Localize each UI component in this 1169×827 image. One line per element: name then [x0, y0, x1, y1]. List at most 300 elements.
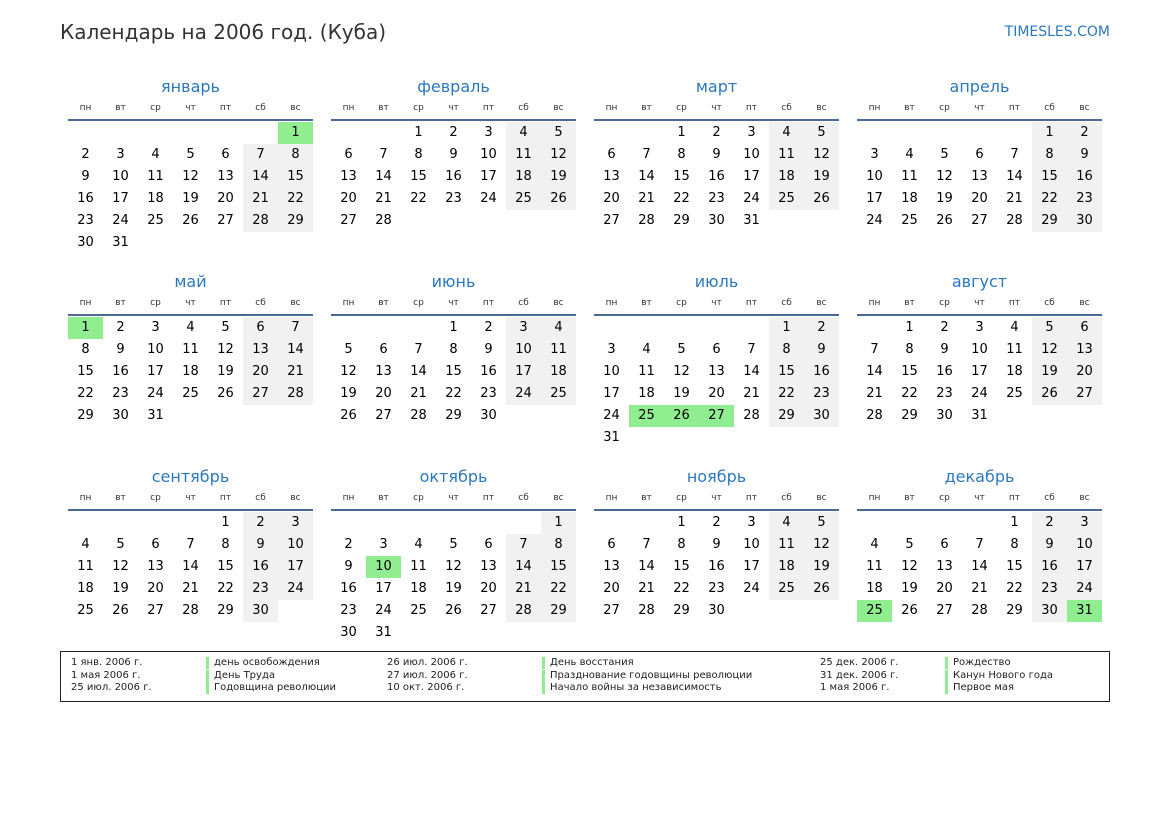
- day-cell: 11: [182, 342, 199, 357]
- weekday-label: пт: [1008, 103, 1021, 113]
- weekday-label: вс: [1079, 103, 1090, 113]
- day-cell: 10: [147, 342, 164, 357]
- weekday-label: сб: [255, 493, 266, 503]
- day-cell: 1: [905, 320, 914, 335]
- days-grid: [331, 121, 576, 232]
- day-cell: 15: [278, 166, 313, 188]
- day-cell: 21: [866, 386, 883, 401]
- day-cell: 7: [642, 537, 651, 552]
- day-cell: 22: [410, 191, 427, 206]
- day-cell: 10: [743, 147, 760, 162]
- weekday-label: вс: [1079, 493, 1090, 503]
- day-cell: 18: [638, 386, 655, 401]
- day-cell: 23: [340, 603, 357, 618]
- day-cell: 7: [747, 342, 756, 357]
- day-cell: 26: [541, 188, 576, 210]
- empty-cell: [401, 317, 436, 339]
- day-cell: 2: [712, 125, 721, 140]
- day-cell: 7: [186, 537, 195, 552]
- day-cell: 22: [769, 383, 804, 405]
- day-cell: 28: [1006, 213, 1023, 228]
- day-cell: 15: [901, 364, 918, 379]
- empty-cell: [857, 122, 892, 144]
- day-cell: 29: [445, 408, 462, 423]
- day-cell: 3: [747, 515, 756, 530]
- day-cell: 18: [901, 191, 918, 206]
- weekday-label: чт: [185, 298, 196, 308]
- day-cell: 16: [804, 361, 839, 383]
- weekday-label: ср: [676, 298, 687, 308]
- day-cell: 15: [541, 556, 576, 578]
- day-cell: 27: [375, 408, 392, 423]
- day-cell: 14: [743, 364, 760, 379]
- day-cell: 21: [182, 581, 199, 596]
- day-cell: 13: [147, 559, 164, 574]
- day-cell: 12: [445, 559, 462, 574]
- day-cell: 6: [940, 537, 949, 552]
- month-calendar: [331, 464, 576, 659]
- month-calendar: [331, 74, 576, 269]
- day-cell: 16: [708, 559, 725, 574]
- day-cell: 14: [278, 339, 313, 361]
- day-cell: 6: [712, 342, 721, 357]
- day-cell: 24: [506, 383, 541, 405]
- weekday-label: ср: [150, 298, 161, 308]
- day-cell: 12: [936, 169, 953, 184]
- day-cell: 18: [182, 364, 199, 379]
- day-cell: 18: [410, 581, 427, 596]
- day-cell: 18: [541, 361, 576, 383]
- weekday-label: пн: [868, 493, 881, 503]
- day-cell: 15: [769, 361, 804, 383]
- weekday-label: сб: [255, 298, 266, 308]
- month-name: июль: [694, 272, 739, 291]
- weekday-label: чт: [185, 493, 196, 503]
- weekday-header: [594, 489, 839, 511]
- weekday-label: ср: [150, 493, 161, 503]
- day-cell: 27: [147, 603, 164, 618]
- day-cell: 3: [870, 147, 879, 162]
- day-cell: 25: [1006, 386, 1023, 401]
- weekday-label: вт: [115, 103, 126, 113]
- day-cell: 23: [804, 383, 839, 405]
- day-cell: 27: [603, 213, 620, 228]
- day-cell: 26: [445, 603, 462, 618]
- day-cell: 20: [375, 386, 392, 401]
- month-name: октябрь: [419, 467, 488, 486]
- weekday-header: [68, 99, 313, 121]
- weekday-label: ср: [413, 103, 424, 113]
- month-calendar: [68, 464, 313, 659]
- day-cell: 19: [901, 581, 918, 596]
- weekday-label: сб: [1044, 103, 1055, 113]
- day-cell: 11: [901, 169, 918, 184]
- day-cell: 26: [901, 603, 918, 618]
- day-cell: 20: [243, 361, 278, 383]
- weekday-label: чт: [711, 103, 722, 113]
- day-cell: 4: [81, 537, 90, 552]
- day-cell: 10: [480, 147, 497, 162]
- weekday-label: пт: [745, 103, 758, 113]
- day-cell: 3: [116, 147, 125, 162]
- day-cell: 3: [975, 320, 984, 335]
- holiday-day-cell: 1: [68, 317, 103, 339]
- day-cell: 8: [1010, 537, 1019, 552]
- day-cell: 24: [603, 408, 620, 423]
- day-cell: 25: [769, 188, 804, 210]
- day-cell: 11: [866, 559, 883, 574]
- weekday-label: пт: [1008, 298, 1021, 308]
- day-cell: 24: [971, 386, 988, 401]
- days-grid: [68, 121, 313, 254]
- day-cell: 31: [375, 625, 392, 640]
- day-cell: 28: [278, 383, 313, 405]
- day-cell: 19: [182, 191, 199, 206]
- day-cell: 20: [480, 581, 497, 596]
- weekday-label: чт: [974, 298, 985, 308]
- days-grid: [594, 121, 839, 232]
- holiday-day-cell: 27: [699, 405, 734, 427]
- day-cell: 18: [866, 581, 883, 596]
- day-cell: 1: [221, 515, 230, 530]
- weekday-header: [857, 99, 1102, 121]
- holiday-day-cell: 1: [278, 122, 313, 144]
- empty-cell: [506, 512, 541, 534]
- day-cell: 27: [340, 213, 357, 228]
- legend-holiday-name: Рождество: [945, 657, 1011, 669]
- days-grid: [594, 316, 839, 449]
- legend-holiday-name: Первое мая: [945, 682, 1014, 694]
- weekday-label: сб: [781, 493, 792, 503]
- weekday-label: вс: [1079, 298, 1090, 308]
- day-cell: 24: [278, 578, 313, 600]
- day-cell: 13: [603, 559, 620, 574]
- day-cell: 2: [243, 512, 278, 534]
- legend-date: 27 июл. 2006 г.: [387, 669, 468, 681]
- day-cell: 10: [603, 364, 620, 379]
- day-cell: 17: [603, 386, 620, 401]
- day-cell: 29: [278, 210, 313, 232]
- day-cell: 27: [603, 603, 620, 618]
- month-name: ноябрь: [686, 467, 747, 486]
- day-cell: 24: [375, 603, 392, 618]
- empty-cell: [962, 512, 997, 534]
- legend-date: 25 дек. 2006 г.: [820, 657, 899, 668]
- day-cell: 18: [769, 166, 804, 188]
- day-cell: 14: [506, 556, 541, 578]
- day-cell: 8: [221, 537, 230, 552]
- day-cell: 6: [243, 317, 278, 339]
- month-calendar: [857, 74, 1102, 269]
- day-cell: 11: [769, 534, 804, 556]
- weekday-label: вс: [553, 493, 564, 503]
- weekday-label: ср: [150, 103, 161, 113]
- weekday-label: вт: [378, 493, 389, 503]
- empty-cell: [243, 122, 278, 144]
- weekday-label: вс: [290, 298, 301, 308]
- day-cell: 20: [708, 386, 725, 401]
- holiday-day-cell: 25: [629, 405, 664, 427]
- weekday-header: [331, 99, 576, 121]
- day-cell: 17: [375, 581, 392, 596]
- day-cell: 4: [769, 512, 804, 534]
- weekday-label: вс: [816, 493, 827, 503]
- day-cell: 27: [480, 603, 497, 618]
- month-calendar: [594, 464, 839, 659]
- day-cell: 11: [638, 364, 655, 379]
- day-cell: 24: [147, 386, 164, 401]
- day-cell: 9: [81, 169, 90, 184]
- weekday-header: [68, 294, 313, 316]
- day-cell: 24: [866, 213, 883, 228]
- legend-holiday-name: день освобождения: [206, 657, 320, 669]
- empty-cell: [857, 317, 892, 339]
- weekday-label: сб: [1044, 298, 1055, 308]
- day-cell: 15: [217, 559, 234, 574]
- weekday-label: пт: [1008, 493, 1021, 503]
- day-cell: 16: [708, 169, 725, 184]
- day-cell: 31: [112, 235, 129, 250]
- day-cell: 30: [340, 625, 357, 640]
- day-cell: 25: [769, 578, 804, 600]
- empty-cell: [173, 122, 208, 144]
- day-cell: 8: [541, 534, 576, 556]
- legend-date: 1 янв. 2006 г.: [71, 657, 143, 668]
- weekday-label: чт: [448, 298, 459, 308]
- day-cell: 4: [186, 320, 195, 335]
- month-name: июнь: [431, 272, 476, 291]
- empty-cell: [594, 317, 629, 339]
- day-cell: 26: [1032, 383, 1067, 405]
- day-cell: 9: [712, 147, 721, 162]
- day-cell: 6: [1067, 317, 1102, 339]
- day-cell: 4: [769, 122, 804, 144]
- empty-cell: [594, 122, 629, 144]
- weekday-header: [857, 489, 1102, 511]
- day-cell: 29: [769, 405, 804, 427]
- empty-cell: [208, 122, 243, 144]
- day-cell: 22: [541, 578, 576, 600]
- day-cell: 9: [344, 559, 353, 574]
- weekday-label: вт: [115, 493, 126, 503]
- month-name: апрель: [949, 77, 1010, 96]
- day-cell: 10: [278, 534, 313, 556]
- day-cell: 29: [541, 600, 576, 622]
- day-cell: 9: [484, 342, 493, 357]
- day-cell: 28: [243, 210, 278, 232]
- empty-cell: [366, 512, 401, 534]
- day-cell: 4: [870, 537, 879, 552]
- weekday-label: пн: [605, 103, 618, 113]
- day-cell: 8: [278, 144, 313, 166]
- weekday-label: пт: [482, 103, 495, 113]
- day-cell: 24: [743, 191, 760, 206]
- day-cell: 25: [541, 383, 576, 405]
- weekday-label: ср: [413, 298, 424, 308]
- day-cell: 21: [743, 386, 760, 401]
- day-cell: 2: [449, 125, 458, 140]
- day-cell: 12: [1032, 339, 1067, 361]
- month-name: август: [951, 272, 1008, 291]
- holiday-day-cell: 25: [857, 600, 892, 622]
- day-cell: 12: [340, 364, 357, 379]
- day-cell: 20: [1067, 361, 1102, 383]
- day-cell: 29: [77, 408, 94, 423]
- day-cell: 10: [866, 169, 883, 184]
- legend-date: 25 июл. 2006 г.: [71, 682, 152, 693]
- day-cell: 18: [77, 581, 94, 596]
- day-cell: 3: [151, 320, 160, 335]
- weekday-label: пт: [482, 298, 495, 308]
- empty-cell: [173, 512, 208, 534]
- legend-date: 31 дек. 2006 г.: [820, 669, 899, 681]
- day-cell: 16: [936, 364, 953, 379]
- day-cell: 29: [217, 603, 234, 618]
- day-cell: 21: [243, 188, 278, 210]
- day-cell: 16: [480, 364, 497, 379]
- days-grid: [857, 316, 1102, 427]
- empty-cell: [366, 317, 401, 339]
- day-cell: 12: [804, 144, 839, 166]
- day-cell: 27: [217, 213, 234, 228]
- day-cell: 27: [243, 383, 278, 405]
- day-cell: 7: [379, 147, 388, 162]
- day-cell: 2: [804, 317, 839, 339]
- days-grid: [857, 121, 1102, 232]
- day-cell: 7: [1010, 147, 1019, 162]
- weekday-label: сб: [255, 103, 266, 113]
- day-cell: 12: [541, 144, 576, 166]
- weekday-header: [594, 99, 839, 121]
- weekday-label: ср: [676, 493, 687, 503]
- day-cell: 30: [936, 408, 953, 423]
- day-cell: 21: [638, 581, 655, 596]
- day-cell: 20: [603, 191, 620, 206]
- day-cell: 4: [1010, 320, 1019, 335]
- day-cell: 18: [769, 556, 804, 578]
- day-cell: 31: [603, 430, 620, 445]
- weekday-label: вс: [290, 493, 301, 503]
- day-cell: 8: [677, 147, 686, 162]
- day-cell: 22: [278, 188, 313, 210]
- day-cell: 18: [1006, 364, 1023, 379]
- day-cell: 9: [1067, 144, 1102, 166]
- day-cell: 26: [804, 578, 839, 600]
- day-cell: 15: [673, 169, 690, 184]
- site-link[interactable]: TIMESLES.COM: [1004, 24, 1110, 40]
- day-cell: 10: [743, 537, 760, 552]
- day-cell: 16: [445, 169, 462, 184]
- day-cell: 14: [971, 559, 988, 574]
- weekday-label: пн: [79, 298, 92, 308]
- day-cell: 20: [603, 581, 620, 596]
- day-cell: 17: [506, 361, 541, 383]
- legend-holiday-name: Канун Нового года: [945, 670, 1053, 682]
- day-cell: 5: [804, 122, 839, 144]
- weekday-label: ср: [939, 298, 950, 308]
- days-grid: [331, 316, 576, 427]
- weekday-header: [857, 294, 1102, 316]
- day-cell: 25: [410, 603, 427, 618]
- day-cell: 19: [1032, 361, 1067, 383]
- day-cell: 16: [77, 191, 94, 206]
- day-cell: 17: [743, 169, 760, 184]
- weekday-header: [331, 294, 576, 316]
- day-cell: 7: [642, 147, 651, 162]
- weekday-label: пн: [342, 298, 355, 308]
- day-cell: 22: [217, 581, 234, 596]
- day-cell: 29: [1032, 210, 1067, 232]
- day-cell: 27: [1067, 383, 1102, 405]
- day-cell: 19: [112, 581, 129, 596]
- day-cell: 15: [410, 169, 427, 184]
- day-cell: 6: [151, 537, 160, 552]
- weekday-label: вт: [115, 298, 126, 308]
- weekday-label: пт: [219, 298, 232, 308]
- day-cell: 9: [449, 147, 458, 162]
- day-cell: 15: [1032, 166, 1067, 188]
- day-cell: 15: [1006, 559, 1023, 574]
- day-cell: 22: [77, 386, 94, 401]
- day-cell: 25: [77, 603, 94, 618]
- day-cell: 21: [971, 581, 988, 596]
- day-cell: 12: [804, 534, 839, 556]
- day-cell: 29: [901, 408, 918, 423]
- day-cell: 3: [379, 537, 388, 552]
- weekday-label: сб: [518, 298, 529, 308]
- days-grid: [857, 511, 1102, 622]
- day-cell: 23: [708, 191, 725, 206]
- day-cell: 25: [147, 213, 164, 228]
- day-cell: 11: [769, 144, 804, 166]
- day-cell: 20: [340, 191, 357, 206]
- weekday-label: ср: [939, 493, 950, 503]
- day-cell: 17: [1067, 556, 1102, 578]
- day-cell: 14: [866, 364, 883, 379]
- day-cell: 1: [677, 125, 686, 140]
- day-cell: 22: [1032, 188, 1067, 210]
- empty-cell: [471, 512, 506, 534]
- day-cell: 4: [541, 317, 576, 339]
- weekday-label: пн: [868, 103, 881, 113]
- day-cell: 28: [638, 213, 655, 228]
- weekday-label: сб: [1044, 493, 1055, 503]
- day-cell: 3: [506, 317, 541, 339]
- weekday-label: вт: [641, 103, 652, 113]
- month-calendar: [68, 74, 313, 269]
- empty-cell: [857, 512, 892, 534]
- day-cell: 30: [1067, 210, 1102, 232]
- weekday-label: пт: [219, 493, 232, 503]
- day-cell: 13: [340, 169, 357, 184]
- months-grid: [68, 74, 1102, 659]
- empty-cell: [927, 512, 962, 534]
- weekday-label: вс: [816, 298, 827, 308]
- month-name: январь: [161, 77, 220, 96]
- day-cell: 17: [743, 559, 760, 574]
- day-cell: 19: [541, 166, 576, 188]
- day-cell: 18: [147, 191, 164, 206]
- day-cell: 5: [1032, 317, 1067, 339]
- weekday-label: ср: [413, 493, 424, 503]
- day-cell: 23: [112, 386, 129, 401]
- day-cell: 22: [1006, 581, 1023, 596]
- day-cell: 28: [971, 603, 988, 618]
- day-cell: 3: [1067, 512, 1102, 534]
- day-cell: 2: [484, 320, 493, 335]
- empty-cell: [138, 512, 173, 534]
- weekday-label: пн: [605, 298, 618, 308]
